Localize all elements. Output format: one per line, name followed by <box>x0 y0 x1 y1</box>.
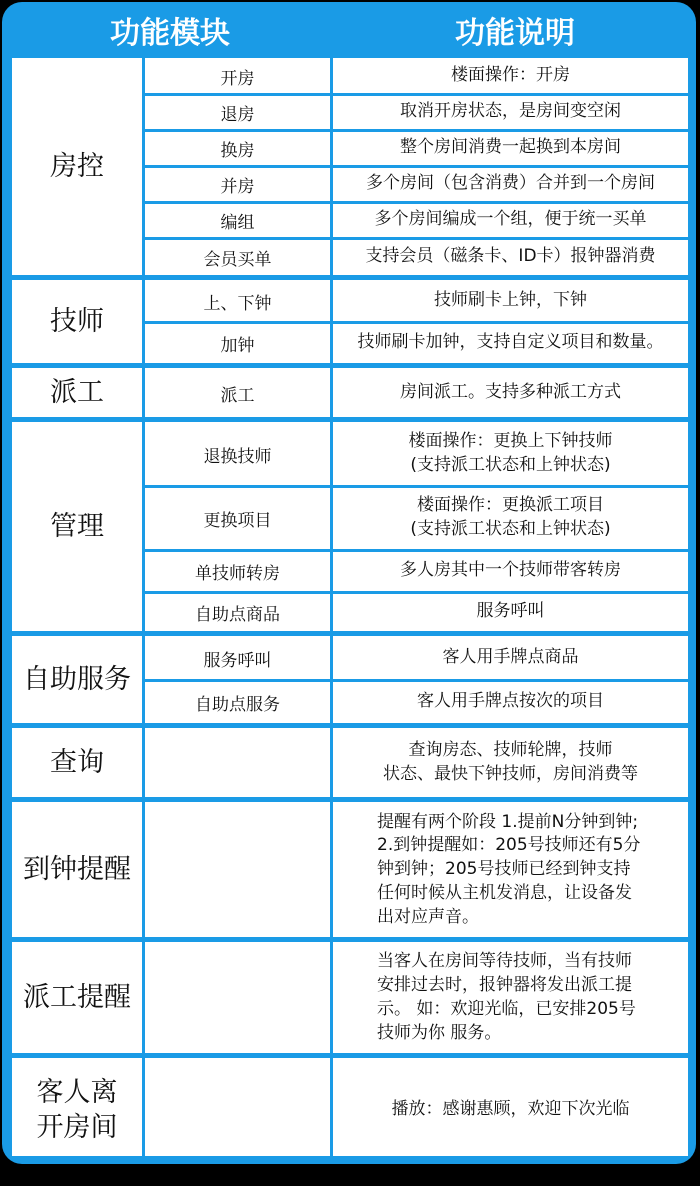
submodule-cell: 派工 <box>220 385 255 406</box>
submodule-cell: 退换技师 <box>203 446 272 467</box>
description-cell: 取消开房状态，是房间变空闲 <box>400 101 621 122</box>
module-label: 到钟提醒 <box>23 854 131 886</box>
description-cell: 技师刷卡加钟，支持自定义项目和数量。 <box>357 332 664 353</box>
submodule-cell <box>145 942 330 1054</box>
description-cell: 楼面操作：更换上下钟技师 (支持派工状态和上钟状态) <box>408 431 613 475</box>
description-cell: 多个房间编成一个组，便于统一买单 <box>374 209 647 230</box>
submodule-cell: 更换项目 <box>203 510 272 531</box>
submodule-cell <box>145 802 330 938</box>
submodule-cell: 单技师转房 <box>195 563 280 584</box>
submodule-cell: 并房 <box>220 176 255 197</box>
module-label: 房控 <box>50 151 104 183</box>
submodule-cell: 自助点商品 <box>195 604 280 625</box>
submodule-cell: 服务呼叫 <box>203 650 272 671</box>
feature-table <box>12 58 688 1156</box>
submodule-cell <box>145 728 330 798</box>
description-cell: 服务呼叫 <box>476 601 545 622</box>
description-cell: 查询房态、技师轮牌，技师 状态、最快下钟技师，房间消费等 <box>383 740 638 784</box>
module-label: 查询 <box>50 747 104 779</box>
header-module: 功能模块 <box>110 16 230 51</box>
description-cell: 楼面操作：更换派工项目 (支持派工状态和上钟状态) <box>410 495 611 539</box>
table-header <box>0 0 700 56</box>
description-cell: 客人用手牌点按次的项目 <box>417 691 604 712</box>
description-cell: 当客人在房间等待技师，当有技师 安排过去时，报钟器将发出派工提 示。 如：欢迎光临，已安排205号 技师为你 服务。 <box>377 951 636 1043</box>
submodule-cell: 会员买单 <box>203 249 272 270</box>
module-label: 派工 <box>50 377 104 409</box>
submodule-cell: 退房 <box>220 104 255 125</box>
description-cell: 提醒有两个阶段 1.提前N分钟到钟; 2.到钟提醒如：205号技师还有5分 钟到钟；205号技师已经到钟支持 任何时候从主机发消息，让设备发 出对应声音。 <box>377 811 641 927</box>
description-cell: 楼面操作：开房 <box>451 65 570 86</box>
description-cell: 房间派工。支持多种派工方式 <box>400 382 621 403</box>
submodule-cell: 自助点服务 <box>195 694 280 715</box>
submodule-cell: 加钟 <box>220 335 255 356</box>
description-cell: 客人用手牌点商品 <box>442 647 579 668</box>
column-divider <box>142 58 145 1156</box>
description-cell: 播放：感谢惠顾，欢迎下次光临 <box>391 1099 630 1120</box>
submodule-cell: 换房 <box>220 140 255 161</box>
submodule-cell: 编组 <box>220 212 255 233</box>
description-cell: 多人房其中一个技师带客转房 <box>400 560 621 581</box>
description-cell: 技师刷卡上钟，下钟 <box>434 290 587 311</box>
column-divider <box>330 58 333 1156</box>
module-label: 技师 <box>50 306 104 338</box>
submodule-cell: 上、下钟 <box>203 293 272 314</box>
module-label: 派工提醒 <box>23 982 131 1014</box>
module-label: 自助服务 <box>23 664 131 696</box>
submodule-cell: 开房 <box>220 68 255 89</box>
description-cell: 支持会员（磁条卡、ID卡）报钟器消费 <box>365 246 656 267</box>
module-label: 客人离 开房间 <box>36 1076 118 1143</box>
submodule-cell <box>145 1058 330 1162</box>
module-label: 管理 <box>50 511 104 543</box>
description-cell: 整个房间消费一起换到本房间 <box>400 137 621 158</box>
description-cell: 多个房间（包含消费）合并到一个房间 <box>366 173 655 194</box>
header-description: 功能说明 <box>455 16 575 51</box>
